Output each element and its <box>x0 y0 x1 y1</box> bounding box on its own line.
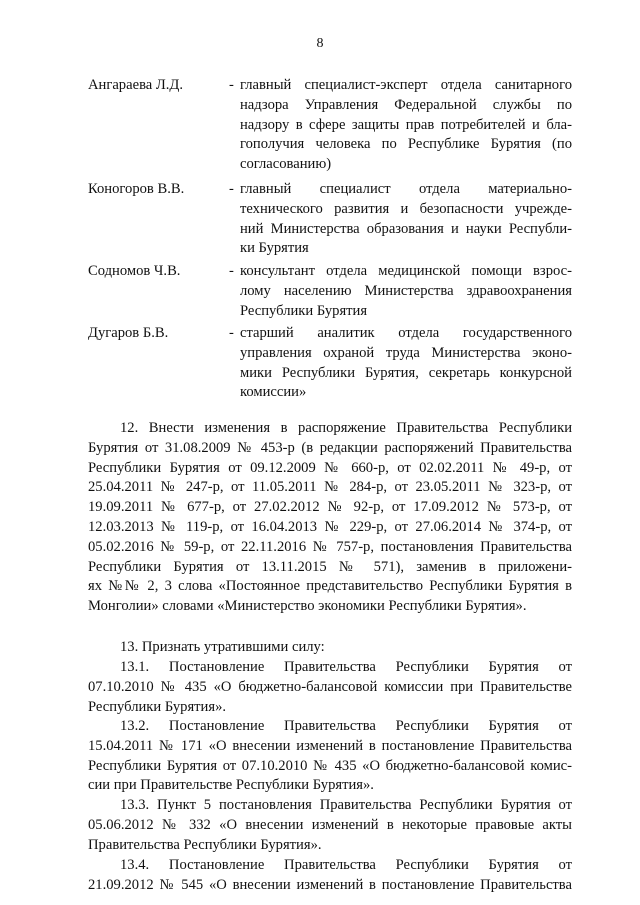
text-line: Республики Бурятия <box>240 302 368 319</box>
paragraph-13-3 <box>88 796 572 855</box>
member-dash: - <box>229 77 234 93</box>
text-line: технического развития и безопасности учрежде- <box>240 200 572 217</box>
text-line: 12.03.2013 № 119-р, от 16.04.2013 № 229-р, от 27.06.2014 № 374-р, от <box>88 518 572 535</box>
text-line: старший аналитик отдела государственного <box>240 325 572 341</box>
text-line: 13.2. Постановление Правительства Республики Бурятия от <box>120 718 572 734</box>
text-line: 05.02.2016 № 59-р, от 22.11.2016 № 757-р, постановления Правительства <box>88 538 572 555</box>
text-line: 05.06.2012 № 332 «О внесении изменений в некоторые правовые акты <box>88 816 572 833</box>
text-line: Монголии» словами «Министерство экономики Республики Бурятия». <box>88 598 527 615</box>
text-line: надзору в сфере защиты прав потребителей и бла- <box>240 116 572 133</box>
text-line: Республики Бурятия от 13.11.2015 № 571), заменив в приложени- <box>88 558 572 575</box>
member-dash: - <box>229 325 234 341</box>
text-line: 21.09.2012 № 545 «О внесении изменений в постановление Правительства <box>88 876 572 893</box>
text-line: Республики Бурятия». <box>88 698 227 715</box>
member-name: Содномов Ч.В. <box>88 263 181 279</box>
text-line: сии при Правительстве Республики Бурятия». <box>88 777 374 794</box>
text-line: 13.1. Постановление Правительства Республики Бурятия от <box>120 659 572 675</box>
text-line: 15.04.2011 № 171 «О внесении изменений в постановление Правительства <box>88 737 572 754</box>
member-role <box>240 324 572 403</box>
page-number: 8 <box>316 36 324 51</box>
member-role <box>240 262 572 321</box>
text-line: Правительства Республики Бурятия». <box>88 836 322 853</box>
text-line: консультант отдела медицинской помощи взрос- <box>240 263 572 279</box>
paragraph-12 <box>88 419 572 617</box>
text-line: главный специалист-эксперт отдела санитарного <box>240 77 572 93</box>
member-name: Коногоров В.В. <box>88 181 185 197</box>
member-role <box>240 180 572 259</box>
text-line: ки Бурятия <box>240 240 309 257</box>
text-line: 13.3. Пункт 5 постановления Правительства Республики Бурятия от <box>120 797 572 813</box>
text-line: ний Министерства образования и науки Республи- <box>240 220 572 237</box>
text-line: 12. Внести изменения в распоряжение Правительства Республики <box>120 420 572 436</box>
text-line: согласованию) <box>240 156 332 173</box>
member-dash: - <box>229 181 234 197</box>
text-line: лому населению Министерства здравоохранения <box>240 282 572 299</box>
paragraph-13-4 <box>88 856 572 896</box>
text-line: мики Республики Бурятия, секретарь конкурсной <box>240 364 572 381</box>
text-line: ях №№ 2, 3 слова «Постоянное представительство Республики Бурятия в <box>88 578 572 595</box>
text-line: гополучия человека по Республике Бурятия (по <box>240 136 572 153</box>
paragraph-13-2 <box>88 717 572 796</box>
text-line: Бурятия от 31.08.2009 № 453-р (в редакции распоряжений Правительства <box>88 439 572 456</box>
paragraph-13 <box>88 638 572 658</box>
text-line: управления охраной труда Министерства эконо- <box>240 344 572 361</box>
text-line: 13. Признать утратившими силу: <box>120 639 325 655</box>
paragraph-13-1 <box>88 658 572 717</box>
text-line: 25.04.2011 № 247-р, от 11.05.2011 № 284-р, от 23.05.2011 № 323-р, от <box>88 479 572 496</box>
member-name: Ангараева Л.Д. <box>88 77 184 93</box>
text-line: Республики Бурятия от 09.12.2009 № 660-р, от 02.02.2011 № 49-р, от <box>88 459 572 476</box>
text-line: 19.09.2011 № 677-р, от 27.02.2012 № 92-р, от 17.09.2012 № 573-р, от <box>88 499 572 516</box>
text-line: комиссии» <box>240 384 307 401</box>
text-line: 13.4. Постановление Правительства Республики Бурятия от <box>120 857 572 873</box>
member-role <box>240 76 572 175</box>
text-line: Республики Бурятия от 07.10.2010 № 435 «О бюджетно-балансовой комис- <box>88 757 572 774</box>
text-line: надзора Управления Федеральной службы по <box>240 96 572 113</box>
member-name: Дугаров Б.В. <box>88 325 169 341</box>
member-dash: - <box>229 263 234 279</box>
text-line: 07.10.2010 № 435 «О бюджетно-балансовой комиссии при Правительстве <box>88 678 572 695</box>
text-line: главный специалист отдела материально- <box>240 181 572 197</box>
